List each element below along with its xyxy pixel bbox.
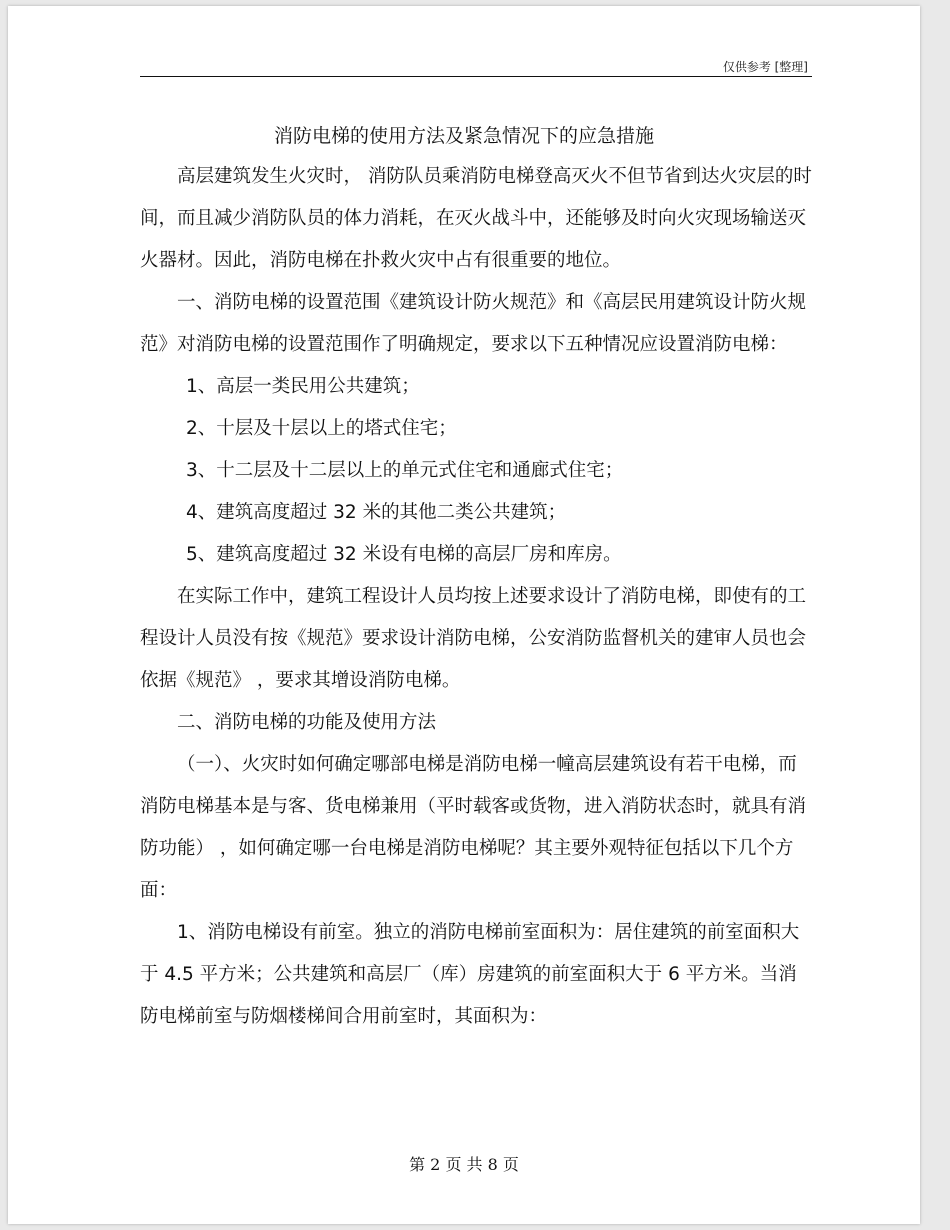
paragraph-practice: 在实际工作中，建筑工程设计人员均按上述要求设计了消防电梯，即使有的工程设计人员没有按《规范》要求设计消防电梯，公安消防监督机关的建审人员也会依据《规范》 ，要求其增设消防电梯。 [140,586,807,691]
list-item: 2、十层及十层以上的塔式住宅； [186,418,457,439]
document-body [140,156,812,1038]
document-page [8,6,920,1224]
page-title: 消防电梯的使用方法及紧急情况下的应急措施 [273,125,654,147]
section-heading-2: 二、消防电梯的功能及使用方法 [177,712,437,733]
list-item: 5、建筑高度超过 32 米设有电梯的高层厂房和库房。 [186,544,622,565]
list-item: 4、建筑高度超过 32 米的其他二类公共建筑； [186,502,567,523]
list-item: 3、十二层及十二层以上的单元式住宅和通廊式住宅； [186,460,624,481]
header-note: 仅供参考 [整理] [722,60,808,74]
paragraph-section-1: 一、消防电梯的设置范围《建筑设计防火规范》和《高层民用建筑设计防火规范》对消防电梯的设置范围作了明确规定，要求以下五种情况应设置消防电梯： [140,292,807,355]
paragraph-intro: 高层建筑发生火灾时， 消防队员乘消防电梯登高灭火不但节省到达火灾层的时间，而且减少消防队员的体力消耗，在灭火战斗中，还能够及时向火灾现场输送灭火器材。因此，消防电梯在扑救火灾中占有很重要的地位。 [140,166,812,271]
list-item: 1、高层一类民用公共建筑； [186,376,420,397]
page-footer: 第 2 页 共 8 页 [409,1155,519,1174]
paragraph-subsection-1: （一）、火灾时如何确定哪部电梯是消防电梯一幢高层建筑设有若干电梯，而消防电梯基本是与客、货电梯兼用（平时载客或货物，进入消防状态时，就具有消防功能） ，如何确定哪一台电梯是消防电梯呢？其主要外观特征包括以下几个方面： [140,754,807,901]
paragraph-feature-1: 1、消防电梯设有前室。独立的消防电梯前室面积为：居住建筑的前室面积大于 4.5 平方米；公共建筑和高层厂（库）房建筑的前室面积大于 6 平方米。当消防电梯前室与防烟楼梯间合用前室时，其面积为： [140,922,800,1027]
header-divider [140,76,812,77]
